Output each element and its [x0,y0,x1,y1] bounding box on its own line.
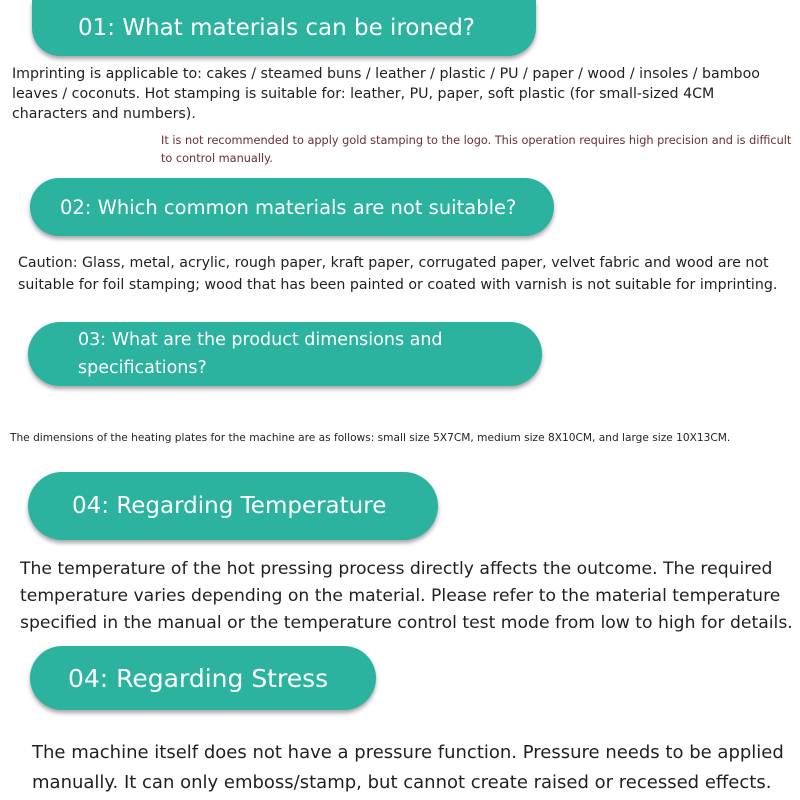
section-1-heading-pill [32,0,536,56]
section-2-body-line: suitable for foil stamping; wood that has been painted or coated with varnish is not suitable for imprinting. [18,277,778,293]
section-2-heading-pill [30,178,554,236]
section-2-body [18,252,777,296]
section-5-body [32,738,784,798]
section-4-heading: 04: Regarding Temperature [72,493,387,519]
section-5-heading: 04: Regarding Stress [68,663,329,693]
section-1-body-line: characters and numbers). [12,106,196,122]
section-1-note-line: It is not recommended to apply gold stamping to the logo. This operation requires high precision and is difficult [161,134,792,147]
section-1-body [12,64,760,124]
section-1-heading: 01: What materials can be ironed? [78,15,475,41]
section-5-body-line: The machine itself does not have a pressure function. Pressure needs to be applied [32,742,784,763]
section-3-heading-pill [28,322,542,386]
section-3-body [10,430,730,446]
section-2-heading: 02: Which common materials are not suitable? [60,195,517,219]
section-4-body-line: The temperature of the hot pressing process directly affects the outcome. The required [20,559,773,579]
section-4-heading-pill [28,472,438,540]
section-2-body-line: Caution: Glass, metal, acrylic, rough paper, kraft paper, corrugated paper, velvet fabric and wood are not [18,255,769,271]
section-4-body [20,556,793,637]
section-1-body-line: Imprinting is applicable to: cakes / steamed buns / leather / plastic / PU / paper / wood / insoles / bamboo [12,66,760,82]
section-1-body-line: leaves / coconuts. Hot stamping is suitable for: leather, PU, paper, soft plastic (for small-sized 4CM [12,86,715,102]
section-4-body-line: specified in the manual or the temperature control test mode from low to high for details. [20,613,793,633]
section-1-note-line: to control manually. [161,152,273,165]
section-3-heading [78,326,443,382]
section-1-note [161,132,791,168]
section-5-heading-pill [30,646,376,710]
section-3-heading-line: 03: What are the product dimensions and [78,330,443,350]
section-3-body-line: The dimensions of the heating plates for the machine are as follows: small size 5X7CM, medium size 8X10CM, and large size 10X13CM. [10,432,731,444]
section-3-heading-line: specifications? [78,358,207,378]
section-5-body-line: manually. It can only emboss/stamp, but cannot create raised or recessed effects. [32,772,772,793]
section-4-body-line: temperature varies depending on the material. Please refer to the material temperature [20,586,781,606]
